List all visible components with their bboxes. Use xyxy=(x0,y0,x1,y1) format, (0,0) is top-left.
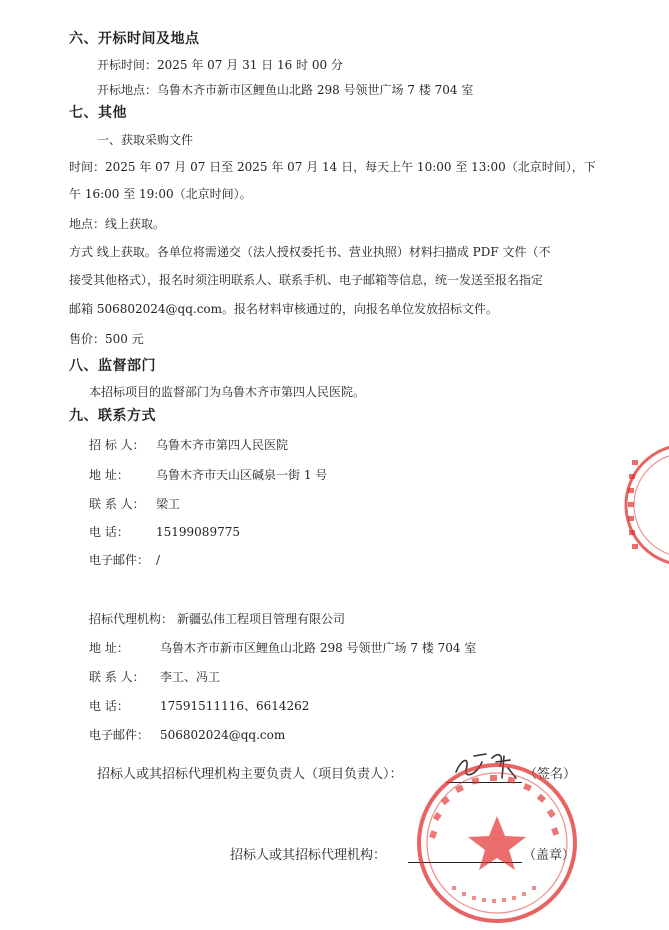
agency-contact: 李工、冯工 xyxy=(160,670,221,684)
tenderer-name-label: 招 标 人： xyxy=(89,438,145,452)
seal-suffix: （盖章） xyxy=(523,848,576,863)
purchase-method-line2: 接受其他格式），报名时须注明联系人、联系手机、电子邮箱等信息，统一发送至报名指定 xyxy=(69,273,544,287)
purchase-time-line1: 时间：2025 年 07 月 07 日至 2025 年 07 月 14 日，每天上午 10:00 至 13:00（北京时间），下 xyxy=(69,160,596,174)
tenderer-contact-label: 联 系 人： xyxy=(89,497,145,511)
section-6-heading: 六、开标时间及地点 xyxy=(69,31,200,47)
agency-phone-label: 电 话： xyxy=(89,699,129,713)
agency-email: 506802024@qq.com xyxy=(160,728,286,742)
tenderer-name: 乌鲁木齐市第四人民医院 xyxy=(156,438,289,452)
partial-seal-stamp xyxy=(618,440,669,570)
signature-suffix: （签名） xyxy=(524,767,577,782)
signature-label: 招标人或其招标代理机构主要负责人（项目负责人）： xyxy=(97,767,403,782)
tenderer-phone-label: 电 话： xyxy=(89,525,129,539)
tenderer-address-label: 地 址： xyxy=(89,468,129,482)
tenderer-email-label: 电子邮件： xyxy=(89,553,150,567)
purchase-location: 地点：线上获取。 xyxy=(69,217,166,231)
section-7-subheading: 一、获取采购文件 xyxy=(97,133,194,147)
section-8-heading: 八、监督部门 xyxy=(69,358,156,374)
agency-name: 新疆弘伟工程项目管理有限公司 xyxy=(177,612,346,626)
purchase-method-line1: 方式 线上获取。各单位将需递交（法人授权委托书、营业执照）材料扫描成 PDF 文件（不 xyxy=(69,245,551,259)
document-price: 售价：500 元 xyxy=(69,332,144,346)
bid-opening-time: 开标时间：2025 年 07 月 31 日 16 时 00 分 xyxy=(97,58,343,72)
agency-address: 乌鲁木齐市新市区鲤鱼山北路 298 号领世广场 7 楼 704 室 xyxy=(160,641,477,655)
company-seal-stamp xyxy=(412,758,582,928)
agency-phone: 17591511116、6614262 xyxy=(160,699,310,713)
agency-contact-label: 联 系 人： xyxy=(89,670,145,684)
purchase-method-line3: 邮箱 506802024@qq.com。报名材料审核通过的，向报名单位发放招标文件。 xyxy=(69,302,499,316)
purchase-time-line2: 午 16:00 至 19:00（北京时间）。 xyxy=(69,187,252,201)
seal-label: 招标人或其招标代理机构： xyxy=(230,848,387,863)
bid-opening-place: 开标地点：乌鲁木齐市新市区鲤鱼山北路 298 号领世广场 7 楼 704 室 xyxy=(97,83,474,97)
tenderer-contact: 梁工 xyxy=(156,497,181,511)
supervision-text: 本招标项目的监督部门为乌鲁木齐市第四人民医院。 xyxy=(89,385,366,399)
tenderer-email: / xyxy=(156,553,161,567)
section-7-heading: 七、其他 xyxy=(69,105,127,121)
agency-address-label: 地 址： xyxy=(89,641,129,655)
tenderer-phone: 15199089775 xyxy=(156,525,240,539)
tenderer-address: 乌鲁木齐市天山区碱泉一街 1 号 xyxy=(156,468,328,482)
agency-email-label: 电子邮件： xyxy=(89,728,150,742)
agency-name-label: 招标代理机构： xyxy=(89,612,174,626)
section-9-heading: 九、联系方式 xyxy=(69,408,156,424)
